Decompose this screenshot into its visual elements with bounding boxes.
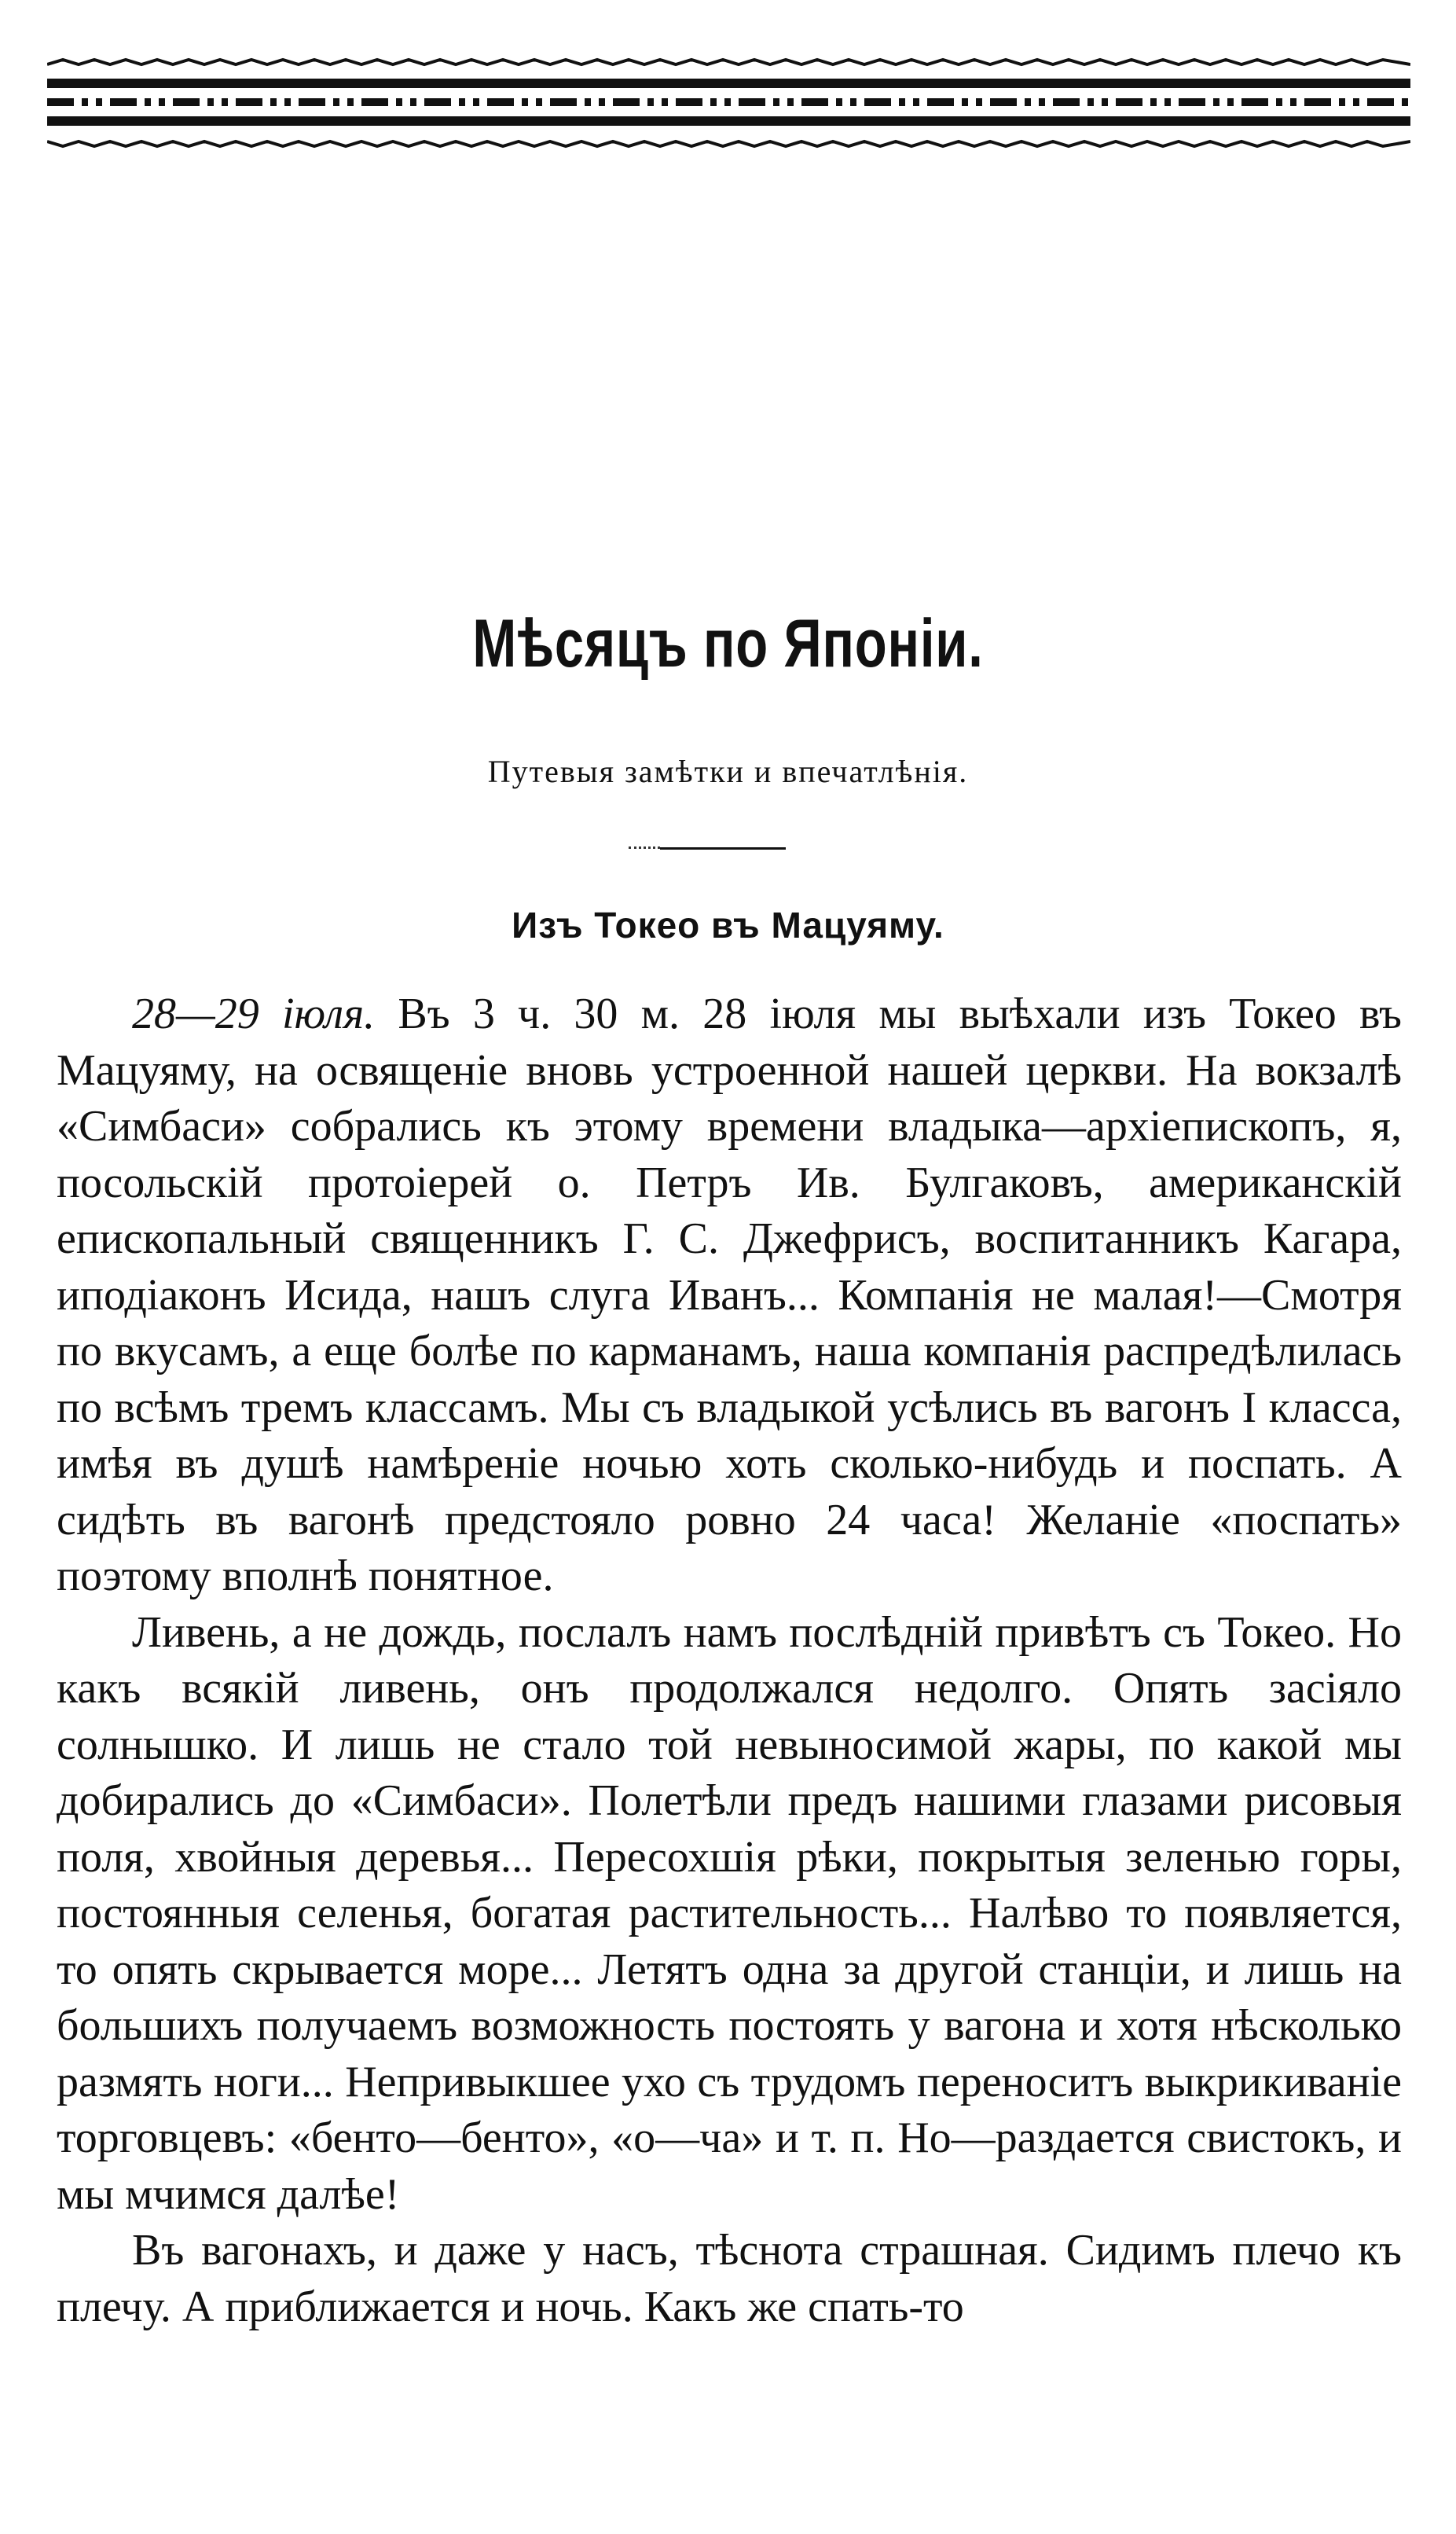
body-text (57, 986, 1402, 2335)
separator-rule (660, 847, 786, 850)
article-title: Мѣсяцъ по Японіи. (472, 606, 984, 681)
paragraph-3 (57, 2223, 1402, 2335)
paragraph-date: 28—29 іюля. (132, 990, 376, 1038)
paragraph-2 (57, 1605, 1402, 2224)
separator-dots (629, 847, 660, 851)
header-ornament (47, 49, 1410, 159)
paragraph-text: Ливень, а не дождь, послалъ намъ послѣдній привѣтъ съ Токео. Но какъ всякій ливень, онъ продолжался недолго. Опять засіяло солнышко. И лишь не стало той невыносимой жары, по какой мы добирались до «Симбаси». Полетѣли предъ нашими глазами рисовыя поля, хвойныя деревья... Пересохшія рѣки, покрытыя зеленью горы, постоянныя селенья, богатая растительность... Налѣво то появляется, то опять скрывается море... Летятъ одна за другой станціи, и лишь на большихъ получаемъ возможность постоять у вагона и хотя нѣсколько размять ноги... Непривыкшее ухо съ трудомъ переноситъ выкрикиваніе торговцевъ: «бенто—бенто», «о—ча» и т. п. Но—раздается свистокъ, и мы мчимся далѣе! (57, 1607, 1402, 2219)
paragraph-text: Въ вагонахъ, и даже у насъ, тѣснота страшная. Сидимъ плечо къ плечу. А приближается и ночь. Какъ же спать-то (57, 2226, 1402, 2331)
paragraph-1 (57, 986, 1402, 1605)
paragraph-text: Въ 3 ч. 30 м. 28 іюля мы выѣхали изъ Токео въ Мацуяму, на освященіе вновь устроенной нашей церкви. На вокзалѣ «Симбаси» собрались къ этому времени владыка—архіепископъ, я, посольскій протоіерей о. Петръ Ив. Булгаковъ, американскій епископальный священникъ Г. С. Джефрисъ, воспитанникъ Кагара, иподіаконъ Исида, нашъ слуга Иванъ... Компанія не малая!—Смотря по вкусамъ, а еще болѣе по карманамъ, наша компанія распредѣлилась по всѣмъ тремъ классамъ. Мы съ владыкой усѣлись въ вагонъ I класса, имѣя въ душѣ намѣреніе ночью хоть сколько-нибудь и поспать. А сидѣть въ вагонѣ предстояло ровно 24 часа! Желаніе «поспать» поэтому вполнѣ понятное. (57, 990, 1403, 1600)
section-heading: Изъ Токео въ Мацуяму. (512, 905, 944, 946)
article-subtitle: Путевыя замѣтки и впечатлѣнія. (487, 754, 969, 789)
